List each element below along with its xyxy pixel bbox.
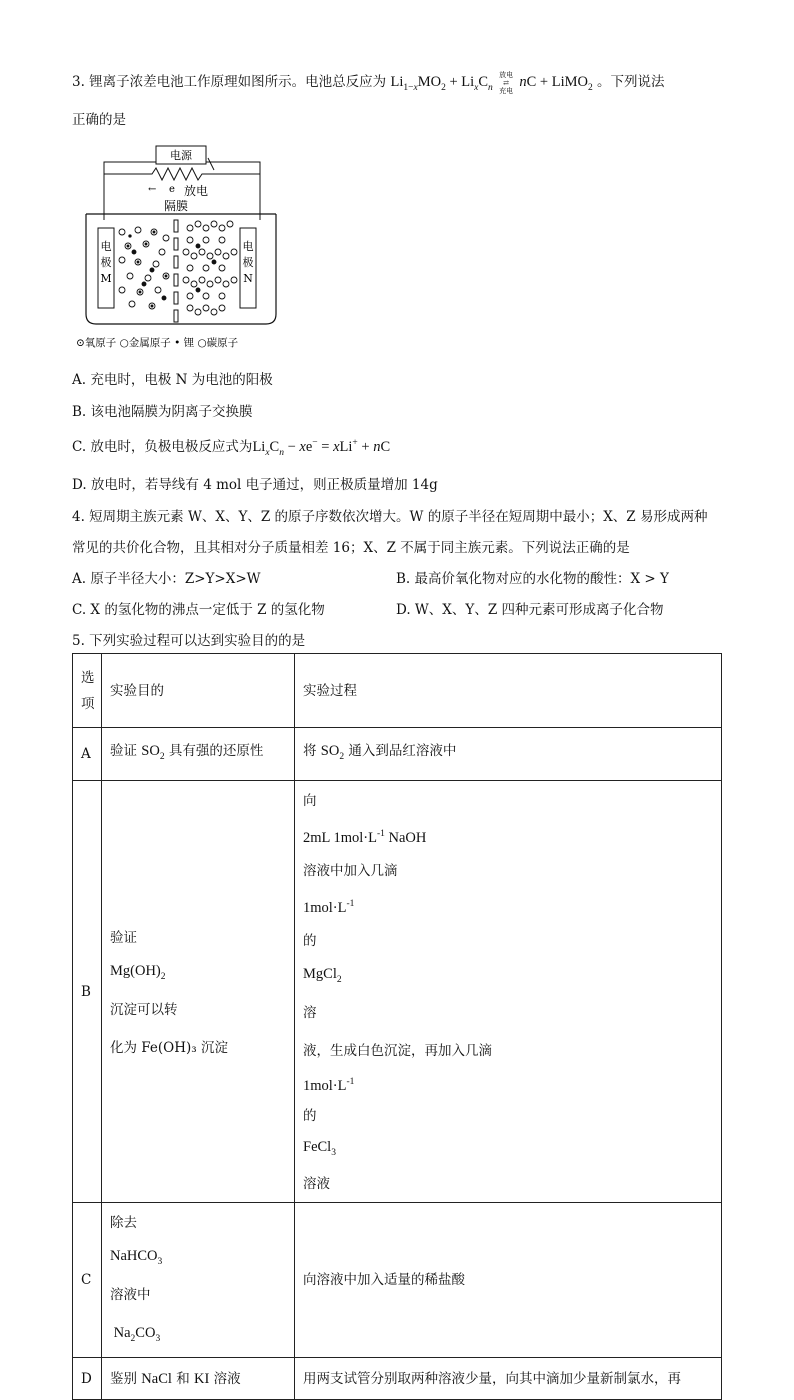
experiment-table: [72, 653, 722, 1400]
header-goal: 实验目的: [102, 654, 295, 728]
oxide-particles: [119, 227, 169, 309]
row-d-option: D: [73, 1358, 102, 1400]
row-b-process: 向 2mL $1mol\cdot L^{-1}$ NaOH 溶液中加入几滴 $1mol\cdot L^{-1}$ 的 MgCl$_2$ 溶 液，生成白色沉淀，再加入几滴 $1mol\cdot L^{-1}$ 的 FeCl$_3$ 溶液: [295, 781, 722, 1203]
battery-diagram: [72, 140, 292, 360]
row-b-goal: 验证 $Mg(OH)_2$ 沉淀可以转 化为 Fe(OH)₃ 沉淀: [102, 781, 295, 1203]
row-a-option: A: [73, 728, 102, 781]
row-a-goal: 验证 $SO_2$ 具有强的还原性: [102, 728, 295, 781]
q5-stem: 5. 下列实验过程可以达到实验目的的是: [72, 633, 306, 649]
q3-reaction-lhs: $Li_{1-x}MO_2 + Li_xC_n$: [390, 74, 493, 93]
row-a-process: 将 $SO_2$ 通入到品红溶液中: [295, 728, 722, 781]
q3-option-c-equation: $Li_xC_n - xe^- = xLi^+$ + nC: [252, 438, 391, 458]
reversible-arrow: 放电 ⇄ 充电: [499, 70, 514, 95]
electron-arrow: ←: [148, 184, 157, 195]
q3-option-d: D. 放电时，若导线有 4 mol 电子通过，则正极质量增加 14g: [72, 477, 438, 493]
row-c-option: C: [73, 1203, 102, 1358]
table-row: [73, 728, 722, 781]
header-option-char2: 项: [81, 695, 95, 712]
q4-option-c: C. X 的氢化物的沸点一定低于 Z 的氢化物: [72, 602, 325, 618]
q4-stem-line2: 常见的共价化合物，且其相对分子质量相差 16；X、Z 不属于同主族元素。下列说法正确的是: [72, 540, 630, 556]
q4-option-b: B. 最高价氧化物对应的水化物的酸性：X > Y: [396, 571, 669, 587]
electrode-n-char3: N: [243, 272, 253, 285]
electrode-m-char2: 极: [100, 256, 112, 269]
q3-stem-text: 3. 锂离子浓差电池工作原理如图所示。电池总反应为: [72, 74, 387, 90]
power-label: 电源: [170, 149, 192, 162]
discharge-tag: 放电: [499, 70, 514, 79]
electron-label: e: [169, 184, 175, 195]
q3-stem-line2: 正确的是: [72, 112, 126, 128]
q3-stem-tail: 。下列说法: [597, 74, 665, 90]
table-header-row: [73, 654, 722, 728]
row-c-goal: 除去 NaHCO$_3$ 溶液中 $Na_2CO_3$: [102, 1203, 295, 1358]
membrane-label: 隔膜: [164, 199, 189, 213]
row-b-option: B: [73, 781, 102, 1203]
header-option: [73, 654, 102, 728]
discharge-label: 放电: [184, 184, 209, 198]
q4-option-d: D. W、X、Y、Z 四种元素可形成离子化合物: [396, 602, 664, 618]
row-d-goal: 鉴别 NaCl 和 KI 溶液: [102, 1358, 295, 1400]
row-d-process: 用两支试管分别取两种溶液少量，向其中滴加少量新制氯水，再: [295, 1358, 722, 1400]
electrode-m-char1: 电: [100, 240, 112, 253]
charge-tag: 充电: [499, 86, 514, 95]
electrode-n-char2: 极: [242, 256, 254, 269]
q3-option-b: B. 该电池隔膜为阴离子交换膜: [72, 404, 253, 420]
q4-option-a: A. 原子半径大小：Z>Y>X>W: [72, 571, 261, 587]
electrode-n-char1: 电: [242, 240, 254, 253]
header-option-char1: 选: [81, 669, 95, 686]
q3-option-a: A. 充电时，电极 N 为电池的阳极: [72, 372, 273, 388]
resistor-icon: [104, 168, 260, 180]
table-row: [73, 781, 722, 1203]
table-row: [73, 1203, 722, 1358]
membrane: [174, 220, 178, 322]
row-c-process: 向溶液中加入适量的稀盐酸: [295, 1203, 722, 1358]
electrode-m-char3: M: [100, 272, 112, 285]
figure-legend: ⊙氧原子 ○金属原子 • 锂 ○碳原子: [76, 337, 239, 349]
header-process: 实验过程: [295, 654, 722, 728]
q3-option-c: C. 放电时，负极电极反应式为: [72, 439, 253, 455]
q3-stem-line1: [72, 70, 665, 95]
carbon-lattice: [183, 221, 237, 315]
table-row: [73, 1358, 722, 1400]
q3-option-c-line: [72, 435, 390, 458]
q3-reaction-rhs: nC + LiMO$_2$: [519, 74, 593, 93]
row-b-goal-line2: 化为 Fe(OH)₃ 沉淀: [110, 1039, 228, 1056]
q4-stem-line1: 4. 短周期主族元素 W、X、Y、Z 的原子序数依次增大。W 的原子半径在短周期中最小；X、Z 易形成两种: [72, 509, 708, 525]
